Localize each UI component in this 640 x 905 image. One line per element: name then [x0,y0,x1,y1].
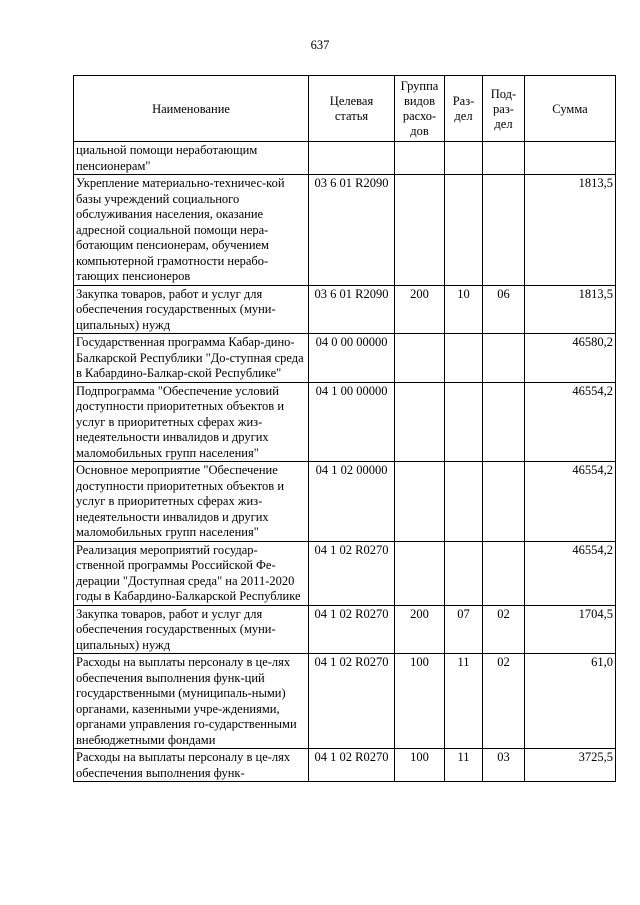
row-name: Расходы на выплаты персоналу в це-лях обеспечения выполнения функ-ций государственными (муниципаль-ными) органами, казенными учре-ждениями, органами управления го-сударственными внебюджетными фондами [74,654,309,749]
header-code-line2: статья [334,109,369,123]
table-row [74,541,616,605]
row-expense-group: 100 [395,654,445,749]
row-subsection [483,541,525,605]
row-subsection [483,142,525,175]
header-target-article [309,76,395,142]
table-row [74,749,616,782]
header-sum: Сумма [525,76,616,142]
row-target-article: 04 1 02 R0270 [309,541,395,605]
row-target-article: 04 0 00 00000 [309,334,395,383]
row-sum: 46554,2 [525,462,616,542]
row-sum: 46554,2 [525,541,616,605]
table-row [74,285,616,334]
row-target-article: 04 1 02 R0270 [309,605,395,654]
header-subsection-line2: раз- [493,101,514,116]
row-expense-group: 200 [395,605,445,654]
row-section: 10 [445,285,483,334]
row-name: Реализация мероприятий государ-ственной программы Российской Фе-дерации "Доступная среда" на 2011-2020 годы в Кабардино-Балкарской Республике [74,541,309,605]
row-expense-group [395,462,445,542]
row-subsection: 02 [483,654,525,749]
row-target-article: 04 1 02 00000 [309,462,395,542]
table-row [74,654,616,749]
row-sum: 61,0 [525,654,616,749]
row-target-article: 04 1 02 R0270 [309,654,395,749]
row-target-article: 04 1 02 R0270 [309,749,395,782]
table-row [74,142,616,175]
row-expense-group [395,541,445,605]
row-name: циальной помощи неработающим пенсионерам" [74,142,309,175]
header-section-line2: дел [454,109,473,123]
row-section: 11 [445,654,483,749]
row-expense-group [395,142,445,175]
header-code-line1: Целевая [329,94,374,108]
row-subsection [483,334,525,383]
row-section [445,142,483,175]
header-section-line1: Раз- [452,94,475,108]
row-subsection: 02 [483,605,525,654]
row-expense-group [395,175,445,286]
row-sum: 3725,5 [525,749,616,782]
row-target-article: 03 6 01 R2090 [309,175,395,286]
header-subsection [483,76,525,142]
header-subsection-line3: дел [494,116,513,131]
row-section: 07 [445,605,483,654]
table-header-row [74,76,616,142]
table-row [74,462,616,542]
row-subsection [483,462,525,542]
row-section [445,175,483,286]
row-expense-group [395,382,445,462]
row-name: Основное мероприятие "Обеспечение доступности приоритетных объектов и услуг в приоритетных сферах жиз-недеятельности инвалидов и других маломобильных групп населения" [74,462,309,542]
row-sum: 46554,2 [525,382,616,462]
row-expense-group [395,334,445,383]
row-sum: 1813,5 [525,285,616,334]
row-subsection: 03 [483,749,525,782]
header-group-line1: Группа [400,79,439,93]
row-name: Укрепление материально-техничес-кой базы учреждений социального обслуживания населения, оказание адресной социальной помощи нера-ботающим пенсионерам, обучением компьютерной грамотности нерабо-тающих пенсионеров [74,175,309,286]
row-section [445,382,483,462]
table-row [74,605,616,654]
header-group-line3: расхо- [402,109,437,123]
page-number: 637 [310,38,330,52]
budget-table [73,75,616,782]
row-subsection: 06 [483,285,525,334]
row-name: Расходы на выплаты персоналу в це-лях обеспечения выполнения функ- [74,749,309,782]
row-name: Государственная программа Кабар-дино-Балкарской Республики "До-ступная среда в Кабардино-Балкар-ской Республике" [74,334,309,383]
row-name: Подпрограмма "Обеспечение условий доступности приоритетных объектов и услуг в приоритетных сферах жиз-недеятельности инвалидов и других маломобильных групп населения" [74,382,309,462]
row-sum [525,142,616,175]
row-section [445,334,483,383]
header-group-line2: видов [403,94,436,108]
table-row [74,382,616,462]
row-name: Закупка товаров, работ и услуг для обеспечения государственных (муни-ципальных) нужд [74,285,309,334]
row-target-article [309,142,395,175]
header-subsection-line1: Под- [490,86,517,101]
row-expense-group: 200 [395,285,445,334]
row-subsection [483,382,525,462]
header-name: Наименование [74,76,309,142]
row-target-article: 03 6 01 R2090 [309,285,395,334]
header-expense-group [395,76,445,142]
row-subsection [483,175,525,286]
row-section [445,541,483,605]
header-group-line4: дов [410,124,429,138]
row-name: Закупка товаров, работ и услуг для обеспечения государственных (муни-ципальных) нужд [74,605,309,654]
row-sum: 1704,5 [525,605,616,654]
table-row [74,175,616,286]
table-row [74,334,616,383]
row-sum: 46580,2 [525,334,616,383]
row-target-article: 04 1 00 00000 [309,382,395,462]
header-section [445,76,483,142]
row-sum: 1813,5 [525,175,616,286]
row-section [445,462,483,542]
row-expense-group: 100 [395,749,445,782]
row-section: 11 [445,749,483,782]
